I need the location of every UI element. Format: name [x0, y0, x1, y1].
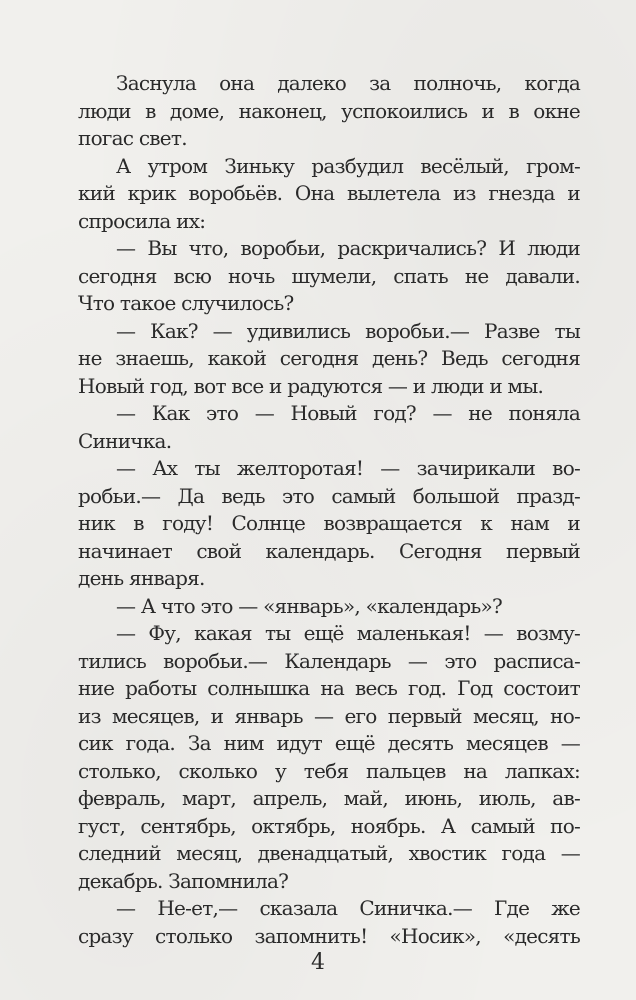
text-line: погас свет.	[78, 126, 187, 150]
text-line: — Не-ет,— сказала Синичка.— Где же	[116, 896, 580, 920]
text-line: кий крик воробьёв. Она вылетела из гнезда и	[78, 181, 580, 205]
paragraph	[78, 318, 580, 401]
paragraph	[78, 620, 580, 895]
page-number: 4	[311, 950, 325, 975]
text-line: столько, сколько у тебя пальцев на лапках:	[78, 758, 580, 783]
paragraph	[78, 153, 580, 236]
text-line: А утром Зиньку разбудил весёлый, гром-	[116, 153, 580, 178]
text-line: февраль, март, апрель, май, июнь, июль, ав-	[78, 786, 580, 810]
text-line: — Как это — Новый год? — не поняла	[116, 401, 580, 425]
text-line: тились воробьи.— Календарь — это расписа-	[78, 648, 580, 673]
text-line: начинает свой календарь. Сегодня первый	[78, 538, 580, 563]
text-line: ние работы солнышка на весь год. Год состоит	[78, 676, 580, 700]
text-line: — А что это — «январь», «календарь»?	[116, 593, 502, 618]
paragraph	[78, 400, 580, 455]
text-line: следний месяц, двенадцатый, хвостик года —	[78, 841, 580, 865]
text-line: из месяцев, и январь — его первый месяц, но-	[78, 703, 580, 728]
paragraph	[78, 593, 580, 621]
text-line: сразу столько запомнить! «Носик», «десять	[78, 923, 580, 948]
body-text	[78, 70, 580, 950]
text-line: сик года. За ним идут ещё десять месяцев —	[78, 731, 580, 755]
text-line: Новый год, вот все и радуются — и люди и мы.	[78, 373, 544, 398]
text-line: — Фу, какая ты ещё маленькая! — возму-	[116, 621, 580, 645]
text-line: густ, сентябрь, октябрь, ноябрь. А самый по-	[78, 813, 580, 838]
paragraph	[78, 455, 580, 593]
paragraph	[78, 70, 580, 153]
text-line: — Вы что, воробьи, раскричались? И люди	[116, 236, 580, 260]
text-line: Заснула она далеко за полночь, когда	[116, 71, 580, 95]
paragraph	[78, 235, 580, 318]
text-line: день января.	[78, 566, 205, 590]
text-line: Синичка.	[78, 428, 172, 453]
text-line: не знаешь, какой сегодня день? Ведь сегодня	[78, 346, 580, 370]
text-line: спросила их:	[78, 208, 206, 233]
text-line: декабрь. Запомнила?	[78, 868, 289, 893]
text-line: ник в году! Солнце возвращается к нам и	[78, 511, 580, 535]
text-line: сегодня всю ночь шумели, спать не давали.	[78, 263, 580, 288]
paragraph	[78, 895, 580, 950]
text-line: робьи.— Да ведь это самый большой празд-	[78, 483, 580, 508]
text-line: люди в доме, наконец, успокоились и в окне	[78, 98, 580, 123]
text-line: Что такое случилось?	[78, 291, 294, 315]
text-line: — Ах ты желторотая! — зачирикали во-	[116, 456, 580, 480]
text-line: — Как? — удивились воробьи.— Разве ты	[116, 318, 580, 343]
